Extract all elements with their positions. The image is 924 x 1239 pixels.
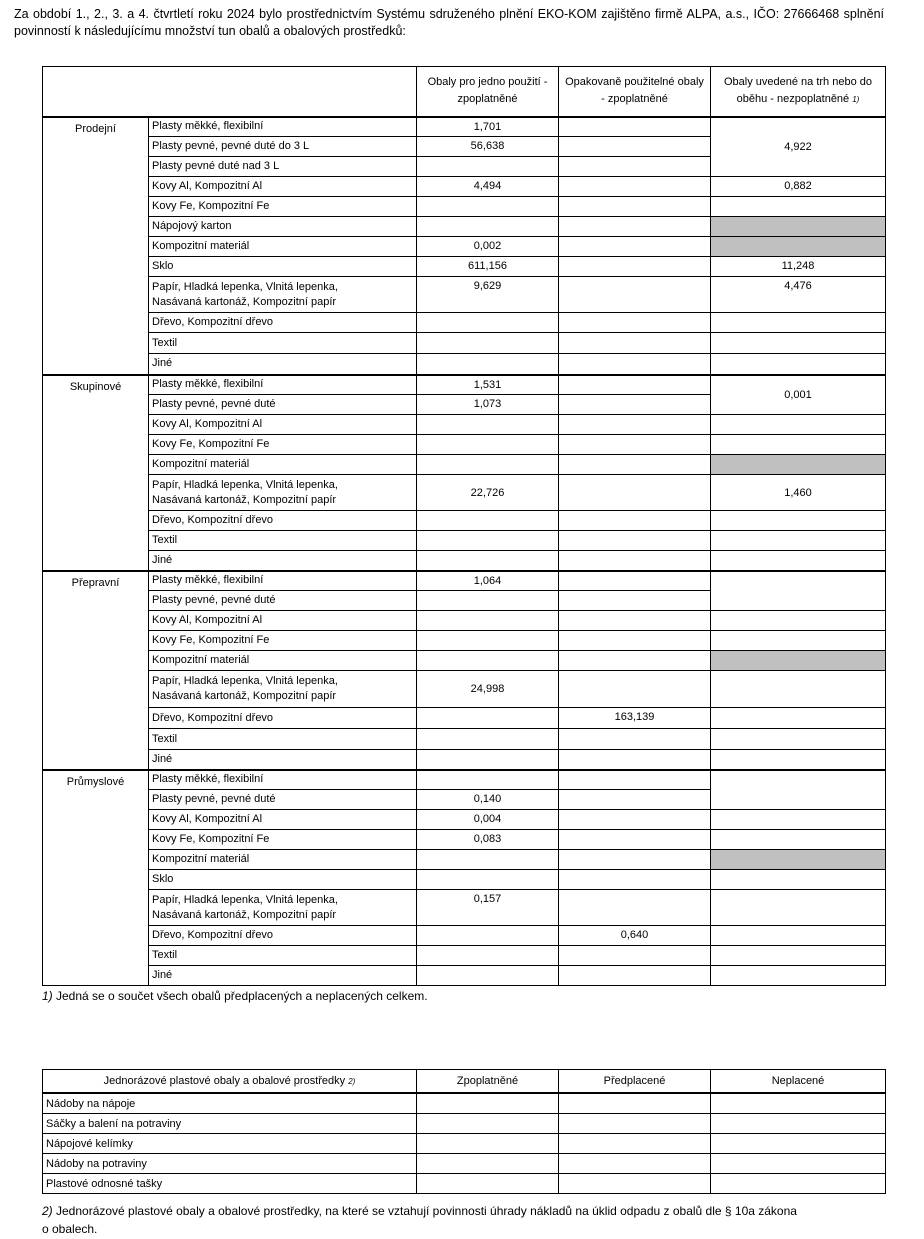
value-cell (711, 1154, 886, 1174)
value-cell: 9,629 (417, 277, 559, 313)
plastic-row-label: Sáčky a balení na potraviny (43, 1114, 417, 1134)
value-cell: 163,139 (559, 708, 711, 729)
value-cell (559, 729, 711, 750)
value-cell (559, 415, 711, 435)
value-cell (559, 870, 711, 890)
material-cell: Kovy Fe, Kompozitní Fe (149, 631, 417, 651)
value-cell (559, 257, 711, 277)
header-col1: Obaly pro jedno použití - zpoplatněné (417, 67, 559, 117)
material-cell: Sklo (149, 870, 417, 890)
value-cell-merged: 4,922 (711, 117, 886, 177)
value-cell (559, 1134, 711, 1154)
value-cell (559, 750, 711, 770)
value-cell (559, 511, 711, 531)
value-cell (417, 926, 559, 946)
material-cell: Plasty pevné, pevné duté (149, 790, 417, 810)
material-cell: Papír, Hladká lepenka, Vlnitá lepenka, Nasávaná kartonáž, Kompozitní papír (149, 671, 417, 708)
disabled-cell (711, 850, 886, 870)
value-cell (559, 455, 711, 475)
material-cell: Jiné (149, 966, 417, 986)
material-cell: Textil (149, 946, 417, 966)
material-cell: Kovy Fe, Kompozitní Fe (149, 197, 417, 217)
material-cell: Kompozitní materiál (149, 651, 417, 671)
material-cell: Sklo (149, 257, 417, 277)
material-cell: Papír, Hladká lepenka, Vlnitá lepenka, Nasávaná kartonáž, Kompozitní papír (149, 890, 417, 926)
value-cell (711, 415, 886, 435)
value-cell: 0,640 (559, 926, 711, 946)
value-cell: 611,156 (417, 257, 559, 277)
value-cell (559, 1093, 711, 1114)
intro-text: Za období 1., 2., 3. a 4. čtvrtletí roku 2024 bylo prostřednictvím Systému sdruženého plnění EKO-KOM zajištěno firmě ALPA, a.s., IČO: 27666468 splnění povinností k následujícímu množství tun obalů a obalových prostředků: (14, 7, 884, 38)
value-cell (417, 591, 559, 611)
value-cell-merged: 0,001 (711, 375, 886, 415)
value-cell (417, 217, 559, 237)
material-cell: Kovy Al, Kompozitní Al (149, 611, 417, 631)
header-col2: Opakovaně použitelné obaly - zpoplatněné (559, 67, 711, 117)
value-cell (559, 810, 711, 830)
value-cell (559, 137, 711, 157)
material-cell: Plasty měkké, flexibilní (149, 571, 417, 591)
plastic-header: Jednorázové plastové obaly a obalové prostředky 2) (43, 1070, 417, 1094)
material-cell: Papír, Hladká lepenka, Vlnitá lepenka, Nasávaná kartonáž, Kompozitní papír (149, 277, 417, 313)
footnote-2: 2) Jednorázové plastové obaly a obalové prostředky, na které se vztahují povinnosti úhrady nákladů na úklid odpadu z obalů dle § 10a zákona o obalech. (42, 1204, 797, 1236)
plastic-header-footnote: 2) (348, 1077, 356, 1086)
value-cell (711, 926, 886, 946)
value-cell-merged (711, 571, 886, 611)
value-cell (559, 890, 711, 926)
material-cell: Plasty pevné, pevné duté do 3 L (149, 137, 417, 157)
value-cell (711, 611, 886, 631)
plastic-row-label: Nádoby na nápoje (43, 1093, 417, 1114)
value-cell (417, 750, 559, 770)
group-skupinove: Skupinové (43, 375, 149, 571)
packaging-table (42, 66, 886, 986)
disabled-cell (711, 455, 886, 475)
material-cell: Kompozitní materiál (149, 237, 417, 257)
value-cell (559, 571, 711, 591)
group-prumyslove: Průmyslové (43, 770, 149, 986)
value-cell (711, 870, 886, 890)
disabled-cell (711, 237, 886, 257)
material-cell: Jiné (149, 750, 417, 770)
value-cell (711, 966, 886, 986)
footnote-1: 1) Jedná se o součet všech obalů předplacených a neplacených celkem. (42, 989, 428, 1003)
value-cell (417, 1093, 559, 1114)
value-cell (711, 435, 886, 455)
value-cell (711, 531, 886, 551)
value-cell (417, 708, 559, 729)
material-cell: Plasty pevné duté nad 3 L (149, 157, 417, 177)
value-cell (559, 790, 711, 810)
material-cell: Jiné (149, 354, 417, 375)
value-cell (559, 830, 711, 850)
value-cell (417, 415, 559, 435)
value-cell (711, 631, 886, 651)
value-cell (559, 237, 711, 257)
value-cell: 1,073 (417, 395, 559, 415)
value-cell (559, 354, 711, 375)
material-cell: Kovy Al, Kompozitní Al (149, 810, 417, 830)
material-cell: Textil (149, 729, 417, 750)
value-cell (417, 157, 559, 177)
value-cell (559, 475, 711, 511)
material-cell: Dřevo, Kompozitní dřevo (149, 926, 417, 946)
group-prodejni: Prodejní (43, 117, 149, 375)
value-cell (559, 1154, 711, 1174)
value-cell (417, 651, 559, 671)
material-cell: Textil (149, 531, 417, 551)
material-cell: Kovy Al, Kompozitní Al (149, 415, 417, 435)
material-cell: Kovy Al, Kompozitní Al (149, 177, 417, 197)
material-cell: Plasty pevné, pevné duté (149, 395, 417, 415)
value-cell (417, 1154, 559, 1174)
value-cell (417, 455, 559, 475)
material-cell: Dřevo, Kompozitní dřevo (149, 708, 417, 729)
value-cell (417, 611, 559, 631)
value-cell (559, 435, 711, 455)
value-cell (417, 770, 559, 790)
header-blank (43, 67, 417, 117)
disabled-cell (711, 651, 886, 671)
material-cell: Nápojový karton (149, 217, 417, 237)
value-cell: 4,494 (417, 177, 559, 197)
value-cell (559, 671, 711, 708)
value-cell (711, 551, 886, 571)
header-col3-footnote: 1) (852, 95, 860, 105)
value-cell (711, 1134, 886, 1154)
value-cell: 1,064 (417, 571, 559, 591)
value-cell (559, 531, 711, 551)
value-cell (559, 611, 711, 631)
value-cell (559, 395, 711, 415)
value-cell (417, 333, 559, 354)
material-cell: Jiné (149, 551, 417, 571)
value-cell: 24,998 (417, 671, 559, 708)
value-cell (417, 850, 559, 870)
value-cell (711, 830, 886, 850)
plastic-row-label: Nádoby na potraviny (43, 1154, 417, 1174)
group-prepravni: Přepravní (43, 571, 149, 770)
value-cell (559, 217, 711, 237)
value-cell: 56,638 (417, 137, 559, 157)
col-predplacene: Předplacené (559, 1070, 711, 1094)
single-use-plastics-table (42, 1069, 886, 1194)
value-cell: 1,701 (417, 117, 559, 137)
value-cell: 0,002 (417, 237, 559, 257)
value-cell (417, 511, 559, 531)
value-cell (711, 1174, 886, 1194)
value-cell (559, 591, 711, 611)
value-cell (711, 750, 886, 770)
value-cell (711, 890, 886, 926)
value-cell (559, 333, 711, 354)
value-cell (711, 729, 886, 750)
value-cell (417, 313, 559, 333)
value-cell (559, 375, 711, 395)
value-cell (559, 1114, 711, 1134)
value-cell (711, 671, 886, 708)
value-cell (417, 354, 559, 375)
value-cell (417, 1114, 559, 1134)
material-cell: Kompozitní materiál (149, 455, 417, 475)
value-cell (711, 1093, 886, 1114)
material-cell: Papír, Hladká lepenka, Vlnitá lepenka, Nasávaná kartonáž, Kompozitní papír (149, 475, 417, 511)
value-cell: 22,726 (417, 475, 559, 511)
header-col3: Obaly uvedené na trh nebo do oběhu - nezpoplatněné 1) (711, 67, 886, 117)
value-cell (711, 708, 886, 729)
value-cell (559, 850, 711, 870)
value-cell: 0,140 (417, 790, 559, 810)
value-cell (559, 946, 711, 966)
material-cell: Plasty pevné, pevné duté (149, 591, 417, 611)
value-cell (559, 966, 711, 986)
value-cell (711, 313, 886, 333)
value-cell (559, 277, 711, 313)
value-cell: 0,882 (711, 177, 886, 197)
value-cell (711, 946, 886, 966)
value-cell: 0,157 (417, 890, 559, 926)
value-cell: 4,476 (711, 277, 886, 313)
value-cell (559, 177, 711, 197)
value-cell: 0,083 (417, 830, 559, 850)
material-cell: Plasty měkké, flexibilní (149, 375, 417, 395)
value-cell (559, 1174, 711, 1194)
value-cell (417, 1134, 559, 1154)
material-cell: Plasty měkké, flexibilní (149, 770, 417, 790)
material-cell: Dřevo, Kompozitní dřevo (149, 313, 417, 333)
value-cell (559, 631, 711, 651)
value-cell (417, 946, 559, 966)
value-cell (559, 157, 711, 177)
value-cell: 11,248 (711, 257, 886, 277)
material-cell: Kovy Fe, Kompozitní Fe (149, 830, 417, 850)
value-cell (711, 810, 886, 830)
value-cell (711, 511, 886, 531)
disabled-cell (711, 217, 886, 237)
value-cell (417, 966, 559, 986)
value-cell (417, 870, 559, 890)
value-cell (711, 197, 886, 217)
value-cell-merged (711, 770, 886, 810)
value-cell (417, 551, 559, 571)
value-cell (559, 313, 711, 333)
material-cell: Textil (149, 333, 417, 354)
value-cell (559, 551, 711, 571)
value-cell: 1,460 (711, 475, 886, 511)
value-cell (417, 1174, 559, 1194)
material-cell: Kovy Fe, Kompozitní Fe (149, 435, 417, 455)
value-cell (417, 531, 559, 551)
material-cell: Kompozitní materiál (149, 850, 417, 870)
value-cell (559, 770, 711, 790)
value-cell (559, 197, 711, 217)
value-cell (711, 333, 886, 354)
value-cell: 1,531 (417, 375, 559, 395)
value-cell: 0,004 (417, 810, 559, 830)
value-cell (417, 435, 559, 455)
value-cell (711, 354, 886, 375)
value-cell (711, 1114, 886, 1134)
col-neplacene: Neplacené (711, 1070, 886, 1094)
value-cell (559, 651, 711, 671)
material-cell: Plasty měkké, flexibilní (149, 117, 417, 137)
value-cell (559, 117, 711, 137)
plastic-row-label: Nápojové kelímky (43, 1134, 417, 1154)
value-cell (417, 729, 559, 750)
col-zpoplatnene: Zpoplatněné (417, 1070, 559, 1094)
value-cell (417, 631, 559, 651)
value-cell (417, 197, 559, 217)
material-cell: Dřevo, Kompozitní dřevo (149, 511, 417, 531)
plastic-row-label: Plastové odnosné tašky (43, 1174, 417, 1194)
